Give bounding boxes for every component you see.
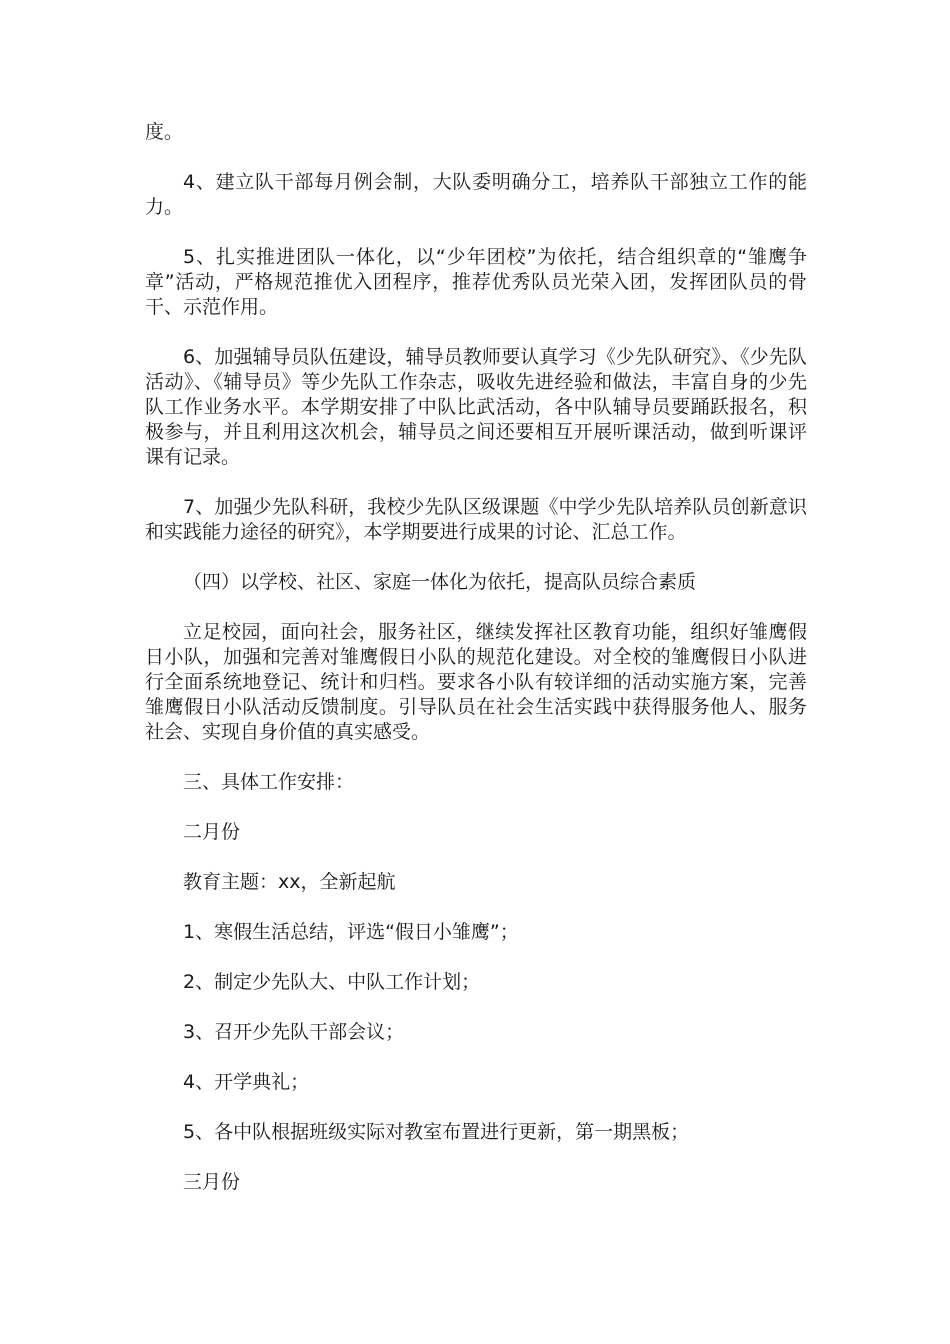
document-body	[145, 120, 807, 1220]
list-item: 2、制定少先队大、中队工作计划；	[183, 971, 481, 993]
paragraph-community: 立足校园，面向社会，服务社区，继续发挥社区教育功能，组织好雏鹰假日小队，加强和完善对雏鹰假日小队的规范化建设。对全校的雏鹰假日小队进行全面系统地登记、统计和归档。要求各小队有较详细的活动实施方案，完善雏鹰假日小队活动反馈制度。引导队员在社会生活实践中获得服务他人、服务社会、实现自身价值的真实感受。	[145, 621, 807, 743]
month-heading-february: 二月份	[183, 821, 241, 843]
section-heading-3: 三、具体工作安排：	[183, 771, 355, 793]
education-theme: 教育主题：xx，全新起航	[183, 871, 396, 893]
list-item: 5、各中队根据班级实际对教室布置进行更新，第一期黑板；	[183, 1121, 690, 1143]
list-item: 4、开学典礼；	[183, 1071, 310, 1093]
paragraph-item-6: 6、加强辅导员队伍建设，辅导员教师要认真学习《少先队研究》、《少先队活动》、《辅导员》等少先队工作杂志，吸收先进经验和做法，丰富自身的少先队工作业务水平。本学期安排了中队比武活动，各中队辅导员要踊跃报名，积极参与，并且利用这次机会，辅导员之间还要相互开展听课活动，做到听课评课有记录。	[145, 346, 807, 468]
paragraph-item-7: 7、加强少先队科研，我校少先队区级课题《中学少先队培养队员创新意识和实践能力途径的研究》，本学期要进行成果的讨论、汇总工作。	[145, 496, 807, 543]
paragraph-continuation: 度。	[145, 121, 184, 143]
list-item: 1、寒假生活总结，评选“假日小雏鹰”；	[183, 921, 519, 943]
paragraph-item-5: 5、扎实推进团队一体化，以“少年团校”为依托，结合组织章的“雏鹰争章”活动，严格规范推优入团程序，推荐优秀队员光荣入团，发挥团队员的骨干、示范作用。	[145, 246, 807, 318]
section-heading-4: （四）以学校、社区、家庭一体化为依托，提高队员综合素质	[183, 571, 697, 593]
paragraph-item-4: 4、建立队干部每月例会制，大队委明确分工，培养队干部独立工作的能力。	[145, 171, 807, 218]
list-item: 3、召开少先队干部会议；	[183, 1021, 405, 1043]
month-heading-march: 三月份	[183, 1171, 241, 1193]
